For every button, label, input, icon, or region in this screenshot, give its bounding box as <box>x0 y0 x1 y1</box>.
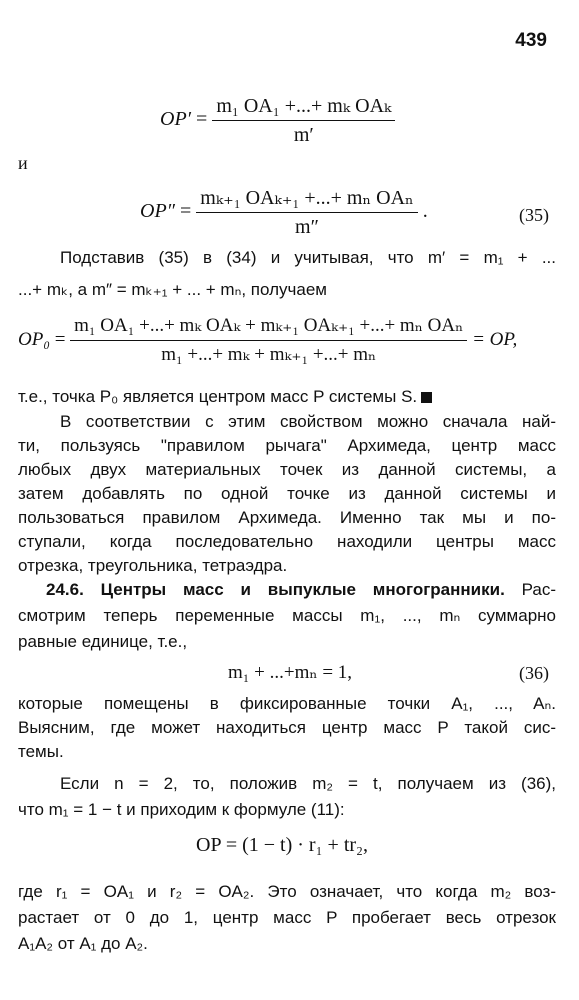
formula-11: OP = (1 − t) · r₁ + tr₂, <box>196 834 369 856</box>
numerator: mₖ₊₁ OAₖ₊₁ +...+ mₙ OAₙ <box>196 184 417 213</box>
text-line: смотрим теперь переменные массы m₁, ..., mₙ суммарно <box>18 606 556 625</box>
text-line: отрезка, треугольника, тетраэдра. <box>18 556 288 575</box>
text-line: любых двух материальных точек из данной системы, а <box>18 460 556 479</box>
page-number: 439 <box>515 30 547 51</box>
text-line: Выясним, где может находиться центр масс P такой сис- <box>18 718 556 737</box>
equation-number-35: (35) <box>519 205 549 225</box>
formula-op0: OP₀ = $\frac{\text{m₁ OA₁ +...+ mₖ OAₖ + mₖ₊₁ OAₖ₊₁ +...+ mₙ OAₙ}}{\text{m₁ +...+ mₖ + mₖ₊₁ +...+ mₙ}}$ = OP, <box>18 312 517 369</box>
section-line <box>46 580 556 600</box>
text-line: равные единице, т.е., <box>18 632 188 651</box>
numerator: m₁ OA₁ +...+ mₖ OAₖ + mₖ₊₁ OAₖ₊₁ +...+ mₙ OAₙ <box>70 312 467 341</box>
text-line: В соответствии с этим свойством можно сначала най- <box>60 412 556 431</box>
numerator: m₁ OA₁ +...+ mₖ OAₖ <box>212 92 395 121</box>
text-line: ти, пользуясь "правилом рычага" Архимеда, центр масс <box>18 436 556 455</box>
formula-36: m₁ + ...+mₙ = 1, <box>228 662 353 683</box>
text-line: которые помещены в фиксированные точки A₁, ..., Aₙ. <box>18 694 556 713</box>
fraction <box>212 92 395 149</box>
qed-square-icon <box>421 392 432 403</box>
formula-lhs: OP″ <box>140 200 175 223</box>
section-heading: 24.6. Центры масс и выпуклые многогранники. <box>46 580 505 599</box>
formula-35: OP″ = $\frac{\text{mₖ₊₁ OAₖ₊₁ +...+ mₙ OAₙ}}{m''}$ . <box>140 184 428 241</box>
text-line: Подставив (35) в (34) и учитывая, что m′ = m₁ + ... <box>60 248 556 267</box>
formula-rhs: = OP, <box>472 328 518 350</box>
and-word: и <box>18 153 28 173</box>
text-line: A₁A₂ от A₁ до A₂. <box>18 934 148 953</box>
fraction <box>70 312 467 369</box>
text-line: растает от 0 до 1, центр масс P пробегает весь отрезок <box>18 908 556 927</box>
text-line: Если n = 2, то, положив m₂ = t, получаем из (36), <box>60 774 556 793</box>
denominator: m′ <box>293 124 314 146</box>
equation-number-36: (36) <box>519 663 549 683</box>
fraction <box>196 184 417 241</box>
denominator: m″ <box>295 216 319 238</box>
text-line: пользоваться правилом Архимеда. Именно так мы и по- <box>18 508 556 527</box>
denominator: m₁ +...+ mₖ + mₖ₊₁ +...+ mₙ <box>161 344 377 365</box>
text-line: что m₁ = 1 − t и приходим к формуле (11): <box>18 800 345 819</box>
text-line: темы. <box>18 742 64 761</box>
text-line: ...+ mₖ, а m″ = mₖ₊₁ + ... + mₙ, получаем <box>18 280 327 299</box>
text-line: где r₁ = OA₁ и r₂ = OA₂. Это означает, что когда m₂ воз- <box>18 882 556 901</box>
conclusion-line <box>18 387 556 407</box>
formula-lhs: OP′ <box>160 108 192 131</box>
text-line: ступали, когда последовательно находили центры масс <box>18 532 556 551</box>
text-line: затем добавлять по одной точке из данной системы и <box>18 484 556 503</box>
text-fragment: Рас- <box>521 580 556 599</box>
conclusion-text: т.е., точка P₀ является центром масс P системы S. <box>18 387 418 406</box>
formula-op-prime: OP′ = $\frac{\text{m₁ OA₁ +...+ mₖ OAₖ}}{m'}$ <box>160 92 395 149</box>
formula-lhs: OP₀ <box>18 328 50 350</box>
